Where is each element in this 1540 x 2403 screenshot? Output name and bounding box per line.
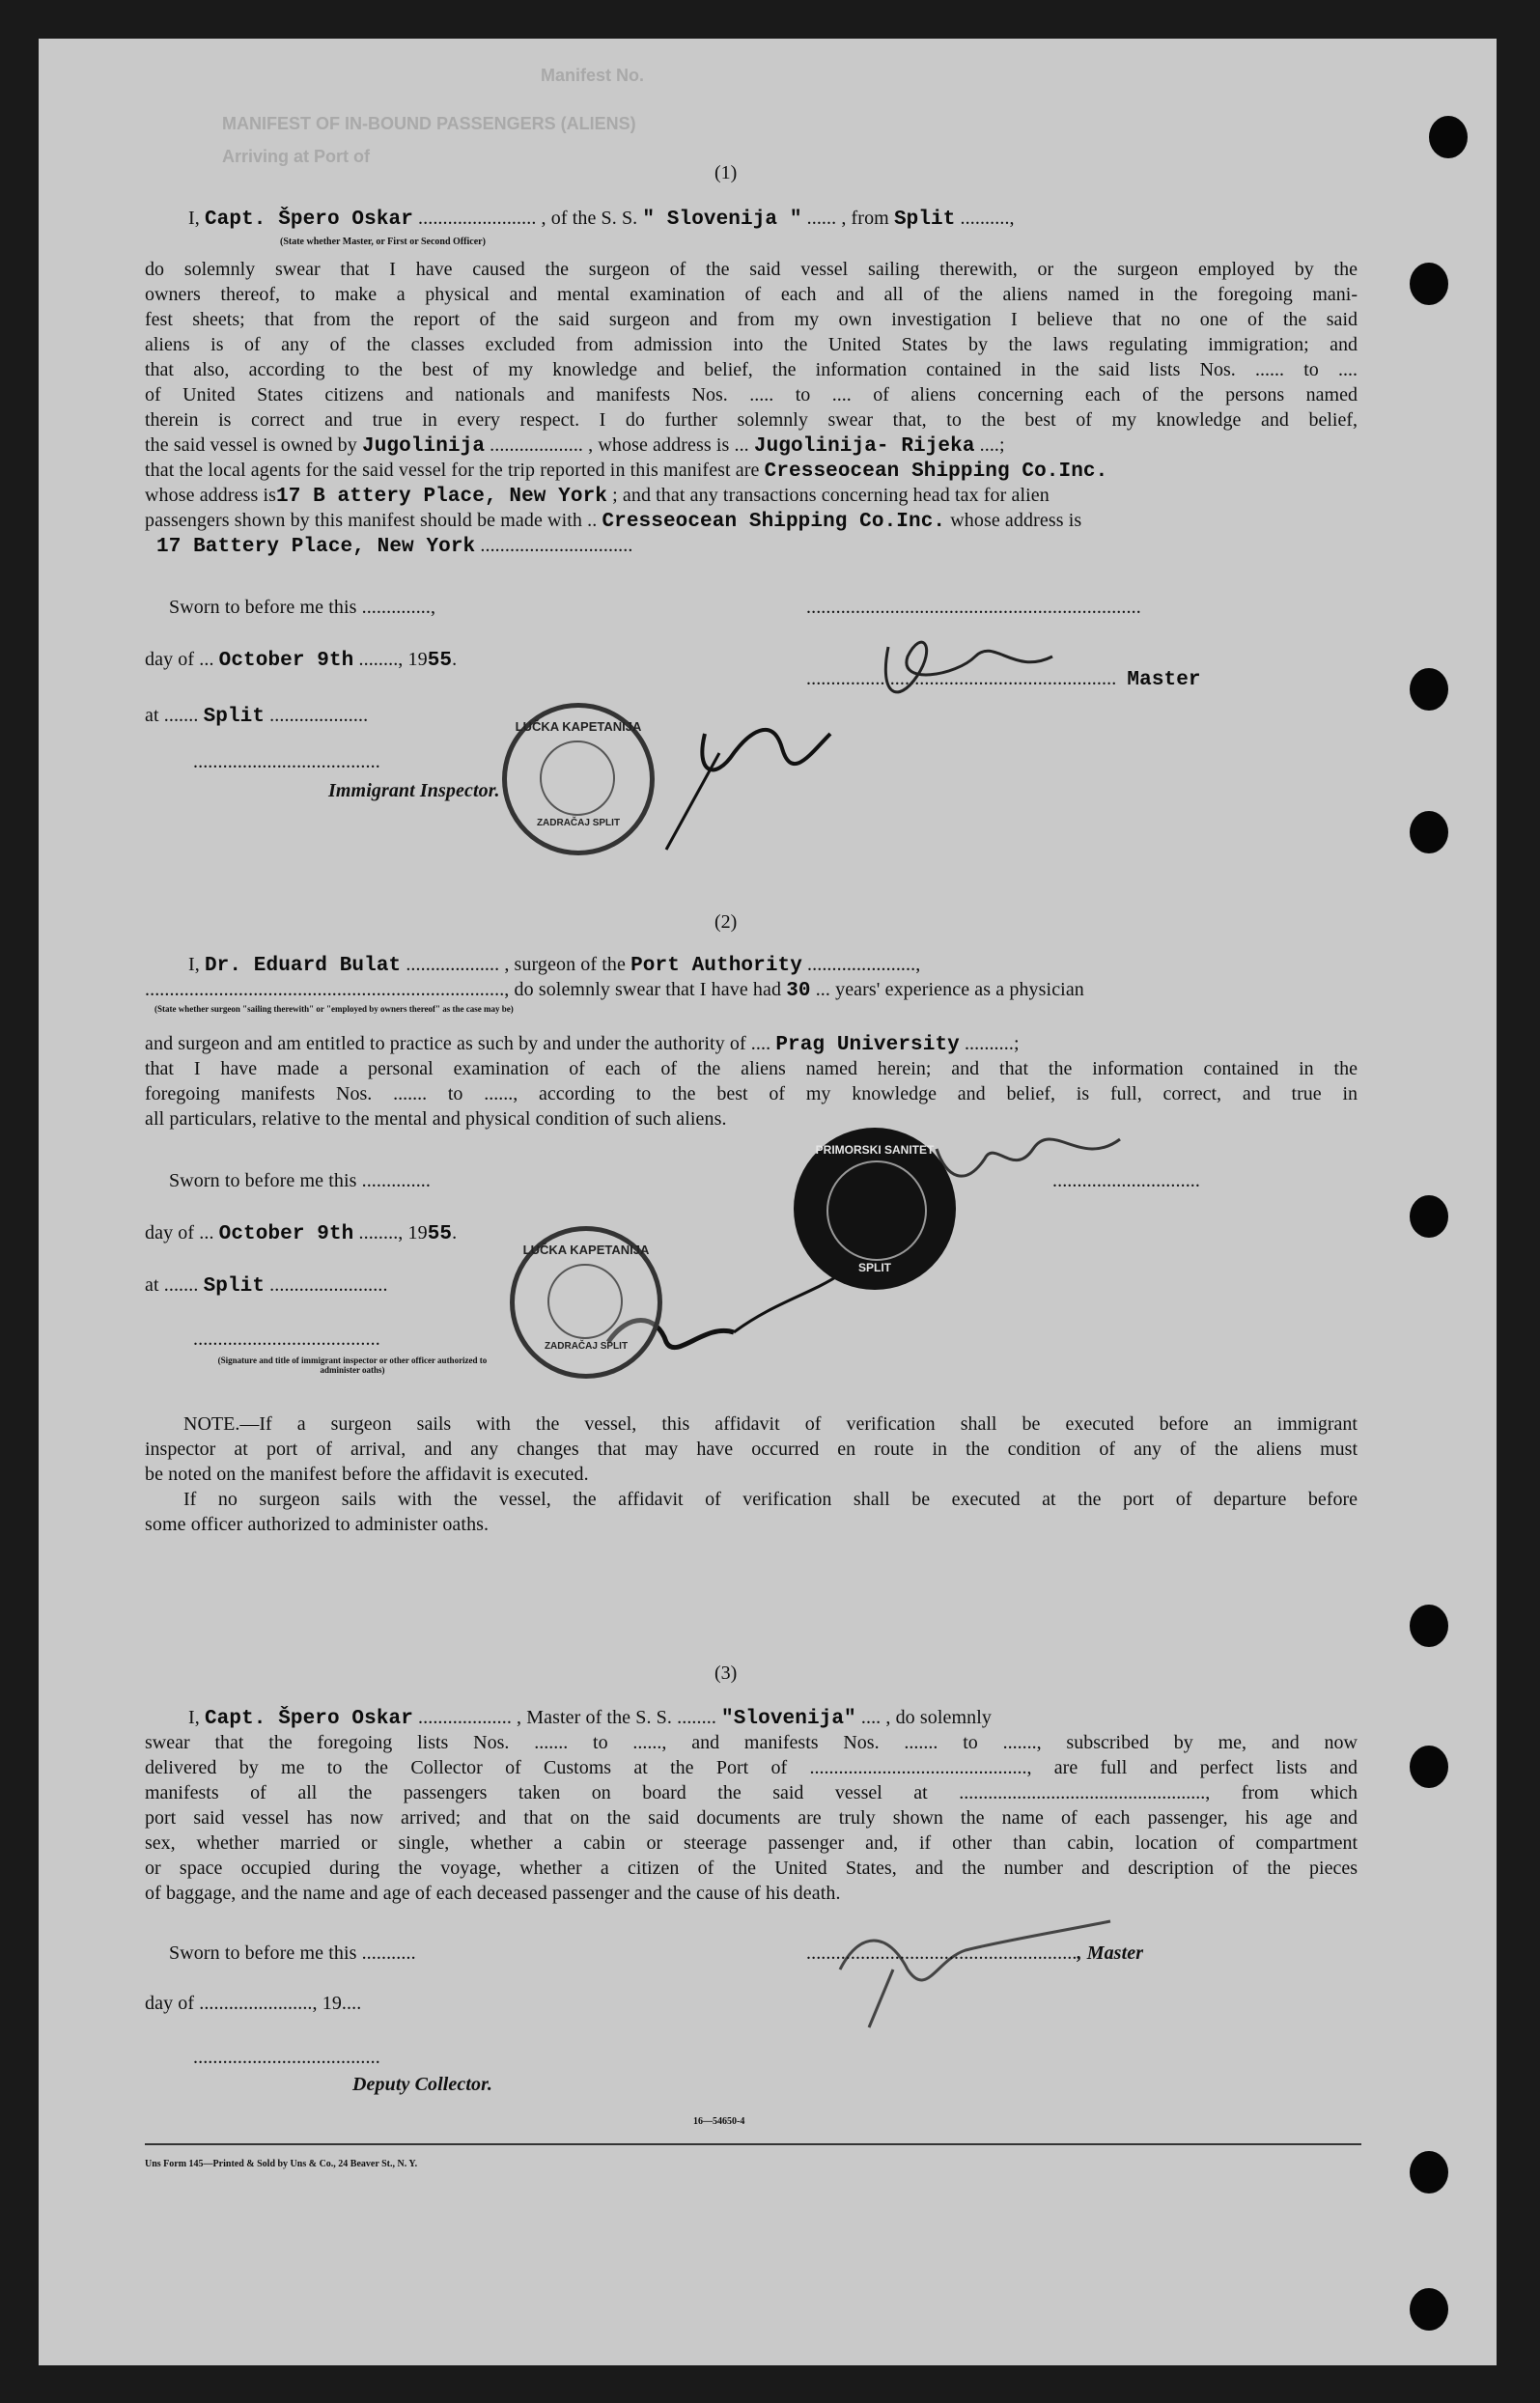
note-line-3: be noted on the manifest before the affidavit is executed. [145, 1464, 589, 1485]
s2-sworn: Sworn to before me this .............. [169, 1170, 431, 1191]
harbour-master-stamp-2: LUČKA KAPETANIJA ZADRAČAJ SPLIT [510, 1226, 662, 1379]
s1-date: October 9th [218, 650, 354, 672]
s1-master-sig-line: ............................................................... Master [806, 668, 1201, 691]
section-2-number: (2) [714, 911, 738, 933]
s1-master-name: Capt. Špero Oskar [204, 209, 413, 231]
s3-para-line-6: sex, whether married or single, whether a cabin or steerage passenger and, if other than cabin, location of compartment [145, 1832, 1358, 1854]
s2-at-line: at ....... Split ........................ [145, 1274, 388, 1298]
s2-date: October 9th [218, 1223, 354, 1245]
s3-deputy-label: Deputy Collector. [352, 2074, 493, 2095]
s3-master-sig-line: ......................................................., Master [806, 1942, 1144, 1964]
punch-hole-7 [1410, 1746, 1448, 1788]
s1-line-1: I, Capt. Špero Oskar ........................ , of the S. S. " Slovenija " ...... , from Split .........., [188, 208, 1015, 231]
s2-para-line-4: that I have made a personal examination of each of the aliens named herein; and that the information contained in the [145, 1058, 1358, 1079]
s1-agents-line: that the local agents for the said vessel for the trip reported in this manifest are Cresseocean Shipping Co.Inc. [145, 460, 1108, 483]
s2-years: 30 [786, 980, 811, 1002]
note-line-5: some officer authorized to administer oaths. [145, 1514, 490, 1535]
s1-inspector-label: Immigrant Inspector. [328, 780, 500, 801]
s2-university: Prag University [775, 1034, 960, 1056]
s2-place: Split [203, 1275, 266, 1298]
s3-para-line-8: of baggage, and the name and age of each deceased passenger and the cause of his death. [145, 1883, 841, 1904]
s1-ship-name: " Slovenija " [642, 209, 802, 231]
s1-para-line-4: aliens is of any of the classes excluded from admission into the United States by the laws regulating immigration; and [145, 334, 1358, 355]
section-3-number: (3) [714, 1663, 738, 1684]
s3-line-1: I, Capt. Špero Oskar ................... , Master of the S. S. ........ "Slovenija" .... , do solemnly [188, 1707, 993, 1730]
s2-signature-note: (Signature and title of immigrant inspector or other officer authorized to administer oaths) [217, 1355, 488, 1375]
s1-agents-address-line: whose address is17 B attery Place, New York ; and that any transactions concerning head tax for alien [145, 485, 1050, 508]
s1-para-line-2: owners thereof, to make a physical and mental examination of each and all of the aliens named in the foregoing mani- [145, 284, 1358, 305]
punch-hole-4 [1410, 811, 1448, 853]
s1-owner-line: the said vessel is owned by Jugolinija ................... , whose address is ... Jugolinija- Rijeka ....; [145, 434, 1005, 458]
s3-para-line-5: port said vessel has now arrived; and that on the said documents are truly shown the name of each passenger, his age and [145, 1807, 1358, 1829]
s2-para-line-6: all particulars, relative to the mental and physical condition of such aliens. [145, 1108, 727, 1130]
s3-master-name: Capt. Špero Oskar [204, 1708, 413, 1730]
s1-owner-address: Jugolinija- Rijeka [753, 435, 975, 458]
s1-para-line-3: fest sheets; that from the report of the said surgeon and from my own investigation I believe that no one of the said [145, 309, 1358, 330]
s3-para-line-4: manifests of all the passengers taken on board the said vessel at ..................................................., from which [145, 1782, 1358, 1803]
s1-agents: Cresseocean Shipping Co.Inc. [764, 461, 1108, 483]
s2-line-2: ........................................................................., do solemnly swear that I have had 30 ... years' experience as a physician [145, 979, 1084, 1002]
manifest-page [39, 39, 1497, 2365]
s3-para-line-7: or space occupied during the voyage, whether a citizen of the United States, and the number and description of the pieces [145, 1858, 1358, 1879]
s2-day-line: day of ... October 9th ........, 1955. [145, 1222, 458, 1245]
s1-agents-address: 17 B attery Place, New York [276, 486, 607, 508]
sanitary-stamp: PRIMORSKI SANITET SPLIT [794, 1128, 956, 1290]
s2-authority: Port Authority [630, 955, 802, 977]
handwritten-signatures [39, 39, 1497, 2365]
s1-para-line-5: that also, according to the best of my knowledge and belief, the information contained in the said lists Nos. ...... to .... [145, 359, 1358, 380]
punch-hole-2 [1410, 263, 1448, 305]
s2-sig-dots: .............................. [1052, 1170, 1200, 1191]
punch-hole-3 [1410, 668, 1448, 711]
s3-para-line-2: swear that the foregoing lists Nos. ....... to ......, and manifests Nos. ....... to ......., subscribed by me, and now [145, 1732, 1358, 1753]
s3-day-line: day of ......................., 19.... [145, 1993, 362, 2014]
s1-at-line: at ....... Split .................... [145, 705, 369, 728]
printer-footer: Uns Form 145—Printed & Sold by Uns & Co., 24 Beaver St., N. Y. [145, 2159, 418, 2169]
note-line-1: NOTE.—If a surgeon sails with the vessel, this affidavit of verification shall be executed before an immigrant [183, 1413, 1358, 1435]
ghost-arriving: Arriving at Port of [222, 147, 371, 166]
footer-rule [145, 2143, 1361, 2145]
s2-surgeon-name: Dr. Eduard Bulat [204, 955, 402, 977]
s1-sworn: Sworn to before me this .............., [169, 597, 436, 618]
s1-sig-dots-1: .................................................................... [806, 597, 1141, 618]
harbour-master-stamp-1: LUČKA KAPETANIJA ZADRAČAJ SPLIT [502, 703, 655, 855]
s1-taxagent-address-line: 17 Battery Place, New York ............................... [156, 535, 633, 558]
s1-owner: Jugolinija [362, 435, 486, 458]
s1-inspector-dots: ...................................... [193, 751, 380, 772]
ghost-manifest-no: Manifest No. [541, 66, 645, 85]
s1-para-line-6: of United States citizens and nationals and manifests Nos. ..... to .... of aliens concerning each of the persons named [145, 384, 1358, 405]
punch-hole-8 [1410, 2151, 1448, 2193]
note-line-2: inspector at port of arrival, and any changes that may have occurred en route in the condition of any of the aliens must [145, 1439, 1358, 1460]
gpo-code: 16—54650-4 [693, 2116, 745, 2127]
punch-hole-1 [1429, 116, 1468, 158]
s2-surgeon-note: (State whether surgeon "sailing therewith" or "employed by owners thereof" as the case may be) [154, 1004, 514, 1014]
s1-day-line: day of ... October 9th ........, 1955. [145, 649, 458, 672]
s2-para-line-5: foregoing manifests Nos. ....... to ......, according to the best of my knowledge and belief, is full, correct, and true in [145, 1083, 1358, 1104]
s1-taxagent-line: passengers shown by this manifest should be made with .. Cresseocean Shipping Co.Inc. whose address is [145, 510, 1082, 533]
s3-sworn: Sworn to before me this ........... [169, 1942, 416, 1964]
s1-place: Split [203, 706, 266, 728]
s2-year: 55 [427, 1223, 453, 1245]
punch-hole-6 [1410, 1605, 1448, 1647]
s3-collector-dots: ...................................... [193, 2047, 380, 2068]
s2-inspector-dots: ...................................... [193, 1328, 380, 1350]
s1-from-port: Split [893, 209, 956, 231]
s1-taxagent: Cresseocean Shipping Co.Inc. [602, 511, 946, 533]
s1-year: 55 [427, 650, 453, 672]
s3-para-line-3: delivered by me to the Collector of Customs at the Port of ............................................., are full and perfect lists and [145, 1757, 1358, 1778]
s1-para-line-1: do solemnly swear that I have caused the surgeon of the said vessel sailing therewith, or the surgeon employed by the [145, 259, 1358, 280]
note-line-4: If no surgeon sails with the vessel, the affidavit of verification shall be executed at the port of departure before [183, 1489, 1358, 1510]
s2-authority-line: and surgeon and am entitled to practice as such by and under the authority of .... Prag University ..........; [145, 1033, 1020, 1056]
s1-para-line-7: therein is correct and true in every respect. I do further solemnly swear that, to the best of my knowledge and belief, [145, 409, 1358, 431]
section-1-number: (1) [714, 162, 738, 183]
punch-hole-9 [1410, 2288, 1448, 2331]
s1-taxagent-address: 17 Battery Place, New York [156, 536, 476, 558]
ghost-manifest-title: MANIFEST OF IN-BOUND PASSENGERS (ALIENS) [222, 114, 636, 133]
s3-ship-name: "Slovenija" [721, 1708, 856, 1730]
s1-officer-note: (State whether Master, or First or Second Officer) [280, 237, 486, 247]
s2-line-1: I, Dr. Eduard Bulat ................... , surgeon of the Port Authority ......................, [188, 954, 921, 977]
punch-hole-5 [1410, 1195, 1448, 1238]
